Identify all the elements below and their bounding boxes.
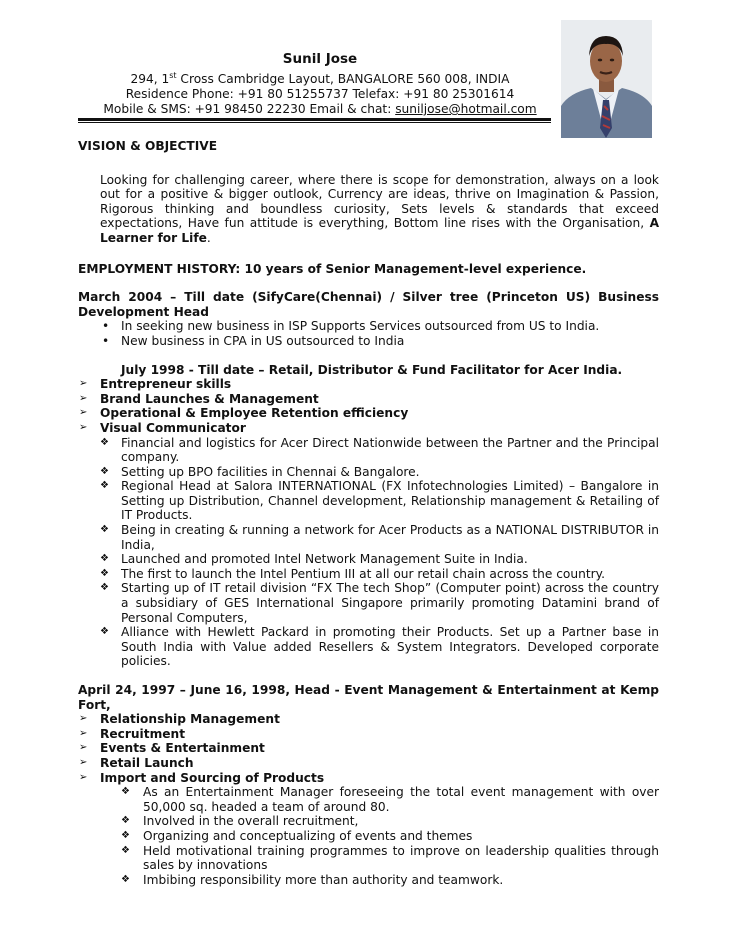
address-line: 294, 1st Cross Cambridge Layout, BANGALORE 560 008, INDIA: [130, 71, 510, 87]
header-divider-thin: [78, 122, 551, 123]
job2-details: [78, 436, 659, 670]
job2-title: July 1998 - Till date – Retail, Distributor & Fund Facilitator for Acer India.: [121, 362, 623, 377]
vision-text: Looking for challenging career, where there is scope for demonstration, always on a look out for a positive & bigger outlook, Currency are ideas, thrive on Imagination & Passion, Rigorous thinking and boundless curiosity, Sets levels & standards that exceed expectations, Have fun attitude is everything, Bottom line rises with the Organisation, A Learner for Life.: [100, 172, 659, 245]
list-item: ❖ Alliance with Hewlett Packard in promoting their Products. Set up a Partner base in South India with Value added Resellers & System Integrators. Developed corporate policies.: [78, 625, 659, 669]
resume-body: [78, 139, 659, 887]
list-item: ➢ Retail Launch: [78, 756, 659, 771]
list-item: ➢ Import and Sourcing of Products: [78, 771, 659, 786]
profile-photo: [561, 20, 652, 138]
list-item: ❖ Held motivational training programmes to improve on leadership qualities through sales by innovations: [78, 844, 659, 873]
job2-skills: [78, 377, 659, 435]
header-divider: [78, 118, 551, 121]
list-item: ❖ The first to launch the Intel Pentium III at all our retail chain across the country.: [78, 567, 659, 582]
list-item: ❖ Setting up BPO facilities in Chennai & Bangalore.: [78, 465, 659, 480]
job1-title: March 2004 – Till date (SifyCare(Chennai) / Silver tree (Princeton US) Business Development Head: [78, 290, 659, 319]
job3-details: [78, 785, 659, 887]
list-item: ➢ Visual Communicator: [78, 421, 659, 436]
contact-header: [60, 52, 580, 117]
job3-title: April 24, 1997 – June 16, 1998, Head - Event Management & Entertainment at Kemp Fort,: [78, 683, 659, 712]
list-item: ➢ Relationship Management: [78, 712, 659, 727]
list-item: ❖ Starting up of IT retail division “FX The tech Shop” (Computer point) across the country a subsidiary of GES International Singapore primarily promoting Datamini brand of Personal Computers,: [78, 581, 659, 625]
list-item: ❖ Regional Head at Salora INTERNATIONAL (FX Infotechnologies Limited) – Bangalore in Setting up Distribution, Channel development, Relationship management & Retailing of IT Products.: [78, 479, 659, 523]
list-item: ➢ Operational & Employee Retention efficiency: [78, 406, 659, 421]
list-item: • New business in CPA in US outsourced to India: [78, 334, 659, 349]
candidate-name: Sunil Jose: [282, 51, 358, 67]
email-link[interactable]: suniljose@hotmail.com: [395, 102, 537, 117]
list-item: ❖ Launched and promoted Intel Network Management Suite in India.: [78, 552, 659, 567]
employment-heading: EMPLOYMENT HISTORY: 10 years of Senior Management-level experience.: [78, 261, 587, 276]
list-item: ➢ Entrepreneur skills: [78, 377, 659, 392]
list-item: ➢ Events & Entertainment: [78, 741, 659, 756]
job1-bullets: [78, 319, 659, 348]
list-item: ❖ Imbibing responsibility more than authority and teamwork.: [78, 873, 659, 888]
job3-skills: [78, 712, 659, 785]
list-item: ➢ Brand Launches & Management: [78, 392, 659, 407]
list-item: ❖ Involved in the overall recruitment,: [78, 814, 659, 829]
vision-heading: VISION & OBJECTIVE: [78, 139, 218, 153]
phone-line: Residence Phone: +91 80 51255737 Telefax: +91 80 25301614: [125, 87, 515, 102]
mobile-email-line: Mobile & SMS: +91 98450 22230 Email & chat: suniljose@hotmail.com: [103, 102, 537, 117]
list-item: ❖ As an Entertainment Manager foreseeing the total event management with over 50,000 sq. headed a team of around 80.: [78, 785, 659, 814]
list-item: • In seeking new business in ISP Supports Services outsourced from US to India.: [78, 319, 659, 334]
list-item: ❖ Financial and logistics for Acer Direct Nationwide between the Partner and the Principal company.: [78, 436, 659, 465]
list-item: ➢ Recruitment: [78, 727, 659, 742]
list-item: ❖ Organizing and conceptualizing of events and themes: [78, 829, 659, 844]
list-item: ❖ Being in creating & running a network for Acer Products as a NATIONAL DISTRIBUTOR in India,: [78, 523, 659, 552]
